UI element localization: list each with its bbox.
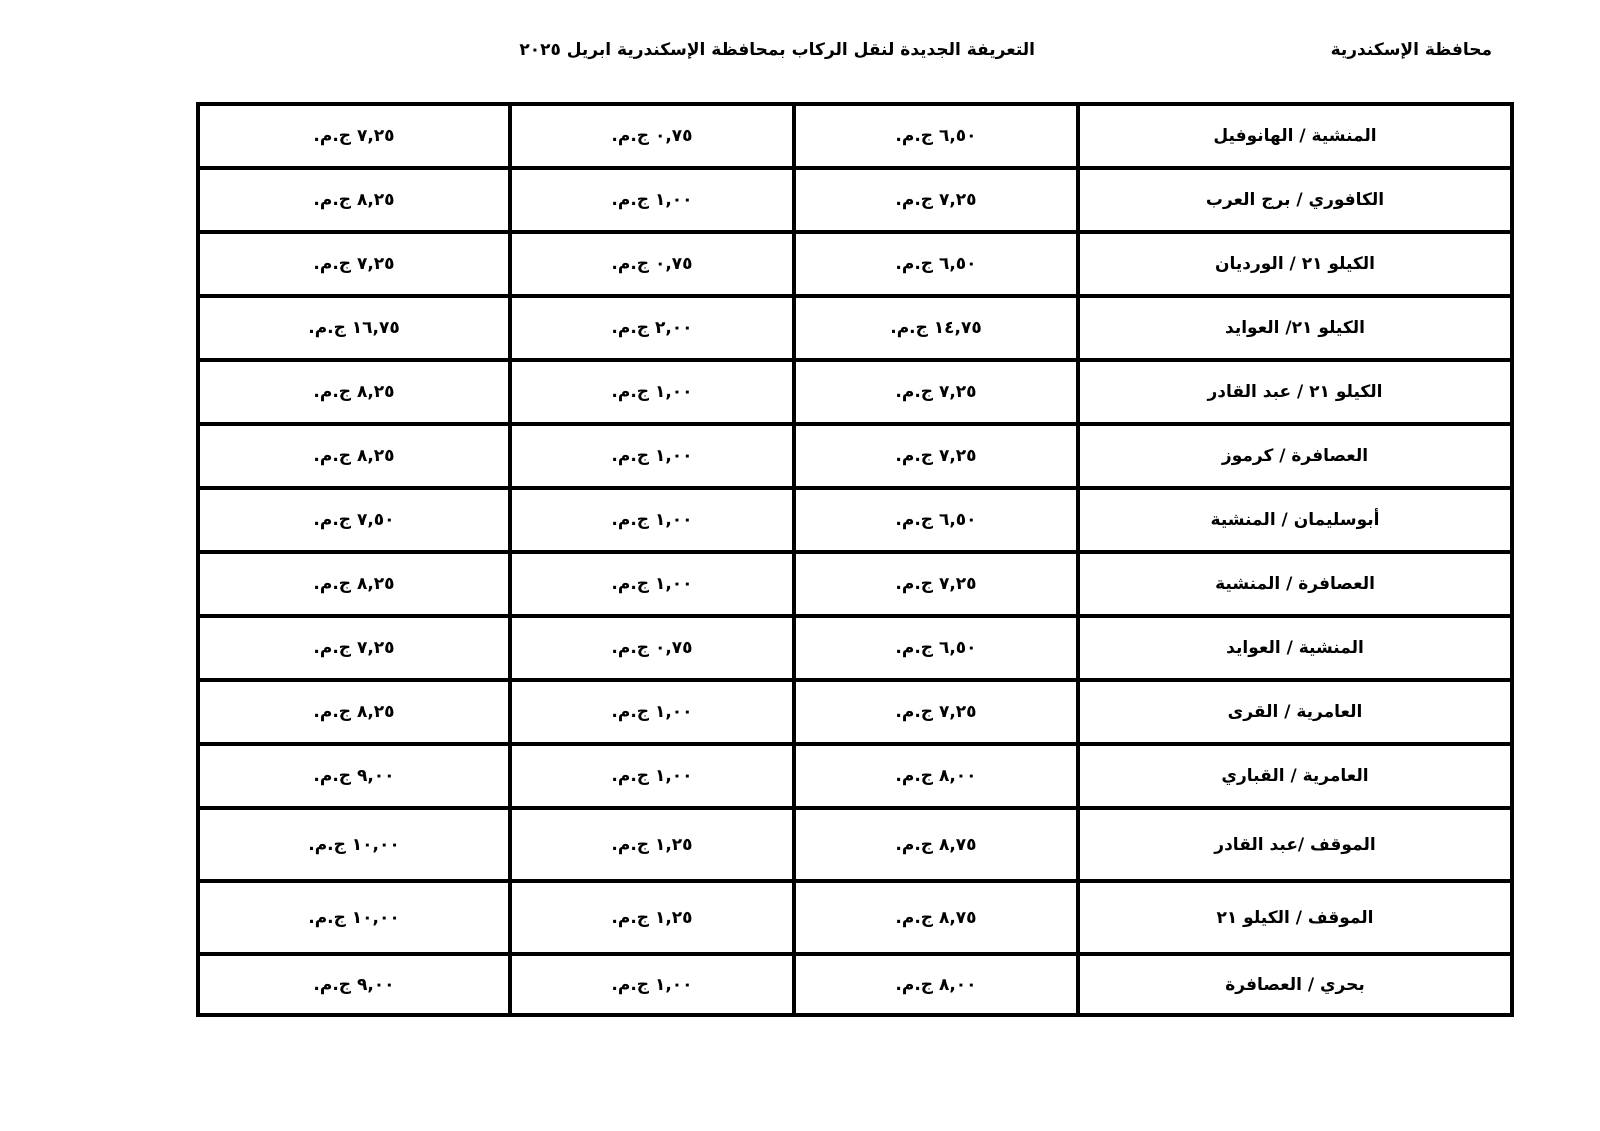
fare-cell: ٧,٢٥ ج.م. <box>794 360 1078 424</box>
fare-cell: ٨,٠٠ ج.م. <box>794 954 1078 1015</box>
fares-table-body <box>198 104 1512 1015</box>
fare-cell: ١٤,٧٥ ج.م. <box>794 296 1078 360</box>
total-cell: ١٦,٧٥ ج.م. <box>198 296 510 360</box>
stamp-cell: ١,٠٠ ج.م. <box>510 680 794 744</box>
route-cell: الموقف /عبد القادر <box>1078 808 1512 881</box>
stamp-cell: ١,٠٠ ج.م. <box>510 552 794 616</box>
table-row <box>198 424 1512 488</box>
route-cell: العامرية / القباري <box>1078 744 1512 808</box>
table-row <box>198 808 1512 881</box>
table-row <box>198 296 1512 360</box>
stamp-cell: ٠,٧٥ ج.م. <box>510 616 794 680</box>
total-cell: ٧,٥٠ ج.م. <box>198 488 510 552</box>
fare-cell: ٨,٠٠ ج.م. <box>794 744 1078 808</box>
table-row <box>198 954 1512 1015</box>
stamp-cell: ١,٢٥ ج.م. <box>510 881 794 954</box>
fare-cell: ٦,٥٠ ج.م. <box>794 232 1078 296</box>
table-row <box>198 552 1512 616</box>
total-cell: ٨,٢٥ ج.م. <box>198 168 510 232</box>
fare-cell: ٦,٥٠ ج.م. <box>794 104 1078 168</box>
stamp-cell: ٠,٧٥ ج.م. <box>510 104 794 168</box>
table-row <box>198 104 1512 168</box>
total-cell: ٧,٢٥ ج.م. <box>198 616 510 680</box>
route-cell: الكيلو ٢١ / الورديان <box>1078 232 1512 296</box>
route-cell: أبوسليمان / المنشية <box>1078 488 1512 552</box>
total-cell: ٨,٢٥ ج.م. <box>198 680 510 744</box>
stamp-cell: ١,٠٠ ج.م. <box>510 954 794 1015</box>
table-row <box>198 232 1512 296</box>
total-cell: ١٠,٠٠ ج.م. <box>198 881 510 954</box>
route-cell: المنشية / العوايد <box>1078 616 1512 680</box>
route-cell: الموقف / الكيلو ٢١ <box>1078 881 1512 954</box>
route-cell: المنشية / الهانوفيل <box>1078 104 1512 168</box>
stamp-cell: ١,٠٠ ج.م. <box>510 168 794 232</box>
route-cell: العامرية / القرى <box>1078 680 1512 744</box>
route-cell: الكيلو ٢١ / عبد القادر <box>1078 360 1512 424</box>
stamp-cell: ٠,٧٥ ج.م. <box>510 232 794 296</box>
governorate-name: محافظة الإسكندرية <box>1330 40 1492 60</box>
table-row <box>198 488 1512 552</box>
total-cell: ٨,٢٥ ج.م. <box>198 552 510 616</box>
stamp-cell: ١,٢٥ ج.م. <box>510 808 794 881</box>
table-row <box>198 168 1512 232</box>
total-cell: ٩,٠٠ ج.م. <box>198 954 510 1015</box>
fare-cell: ٦,٥٠ ج.م. <box>794 488 1078 552</box>
fare-cell: ٧,٢٥ ج.م. <box>794 552 1078 616</box>
table-row <box>198 680 1512 744</box>
stamp-cell: ٢,٠٠ ج.م. <box>510 296 794 360</box>
total-cell: ٨,٢٥ ج.م. <box>198 424 510 488</box>
route-cell: بحري / العصافرة <box>1078 954 1512 1015</box>
fare-cell: ٧,٢٥ ج.م. <box>794 680 1078 744</box>
page-title: التعريفة الجديدة لنقل الركاب بمحافظة الإسكندرية ابريل ٢٠٢٥ <box>519 40 1035 60</box>
table-row <box>198 616 1512 680</box>
total-cell: ٨,٢٥ ج.م. <box>198 360 510 424</box>
stamp-cell: ١,٠٠ ج.م. <box>510 488 794 552</box>
fare-cell: ٧,٢٥ ج.م. <box>794 168 1078 232</box>
fares-table <box>196 102 1514 1017</box>
route-cell: العصافرة / المنشية <box>1078 552 1512 616</box>
fare-cell: ٨,٧٥ ج.م. <box>794 808 1078 881</box>
table-row <box>198 744 1512 808</box>
fare-cell: ٦,٥٠ ج.م. <box>794 616 1078 680</box>
table-row <box>198 360 1512 424</box>
fare-cell: ٨,٧٥ ج.م. <box>794 881 1078 954</box>
route-cell: الكافوري / برج العرب <box>1078 168 1512 232</box>
fare-cell: ٧,٢٥ ج.م. <box>794 424 1078 488</box>
table-row <box>198 881 1512 954</box>
stamp-cell: ١,٠٠ ج.م. <box>510 424 794 488</box>
stamp-cell: ١,٠٠ ج.م. <box>510 360 794 424</box>
total-cell: ٩,٠٠ ج.م. <box>198 744 510 808</box>
route-cell: العصافرة / كرموز <box>1078 424 1512 488</box>
total-cell: ٧,٢٥ ج.م. <box>198 232 510 296</box>
route-cell: الكيلو ٢١/ العوايد <box>1078 296 1512 360</box>
stamp-cell: ١,٠٠ ج.م. <box>510 744 794 808</box>
total-cell: ٧,٢٥ ج.م. <box>198 104 510 168</box>
total-cell: ١٠,٠٠ ج.م. <box>198 808 510 881</box>
